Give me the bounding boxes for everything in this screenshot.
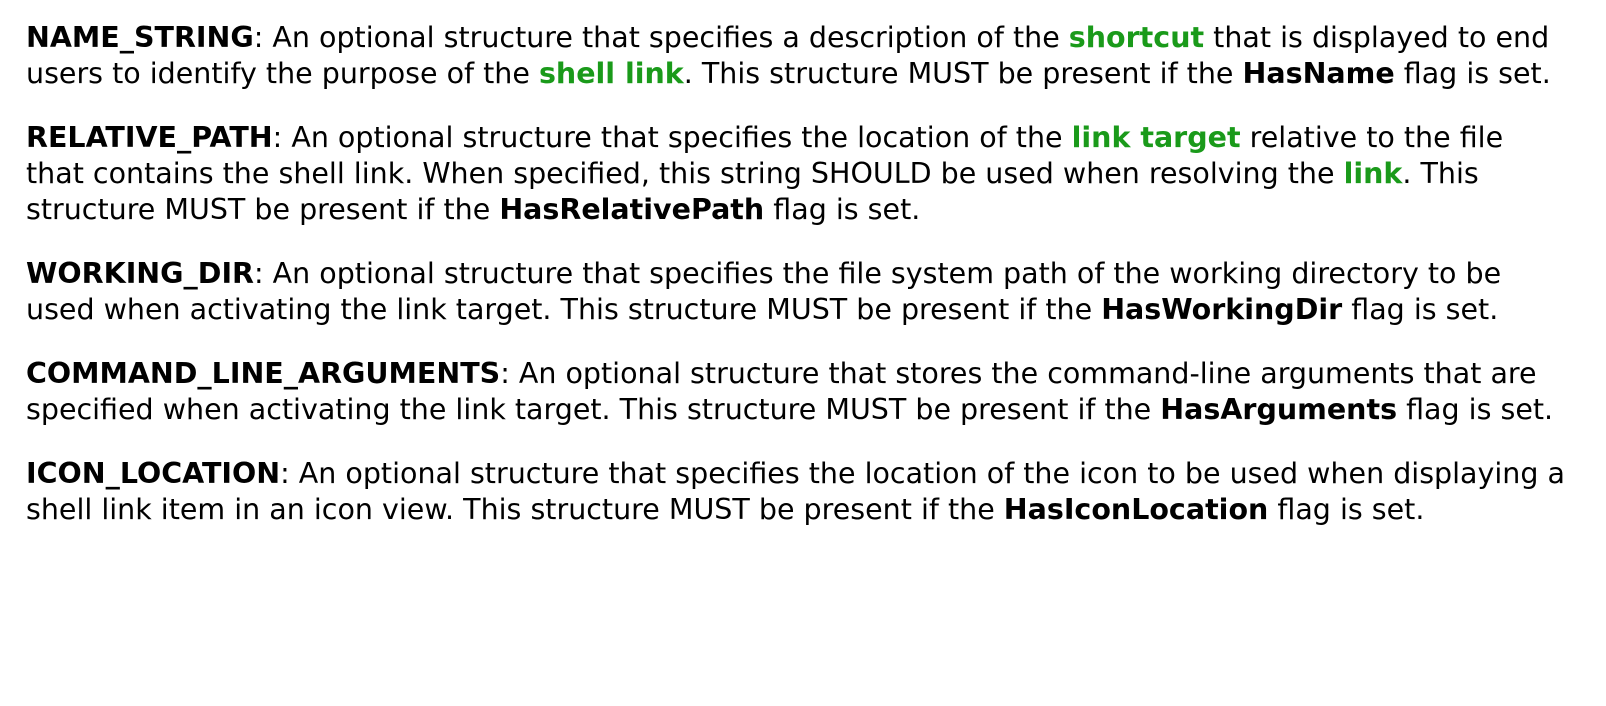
entry-text: : An optional structure that specifies the location of the icon to be used when displaying a shell link item in an icon view. This structure MUST be present if the: [26, 457, 1565, 526]
flag-has-name: HasName: [1242, 57, 1395, 90]
entry-text: flag is set.: [1397, 393, 1554, 426]
entry-text: . This structure MUST be present if the: [683, 57, 1243, 90]
entry-name-string: [26, 20, 1566, 92]
entry-command-line-arguments: [26, 356, 1566, 428]
link-shell-link[interactable]: shell link: [538, 57, 684, 90]
term-working-dir: WORKING_DIR: [26, 257, 254, 290]
entry-text: : An optional structure that specifies the file system path of the working directory to be used when activating the link target. This structure MUST be present if the: [26, 257, 1502, 326]
term-icon-location: ICON_LOCATION: [26, 457, 281, 490]
term-name-string: NAME_STRING: [26, 21, 254, 54]
flag-has-relative-path: HasRelativePath: [499, 193, 765, 226]
entry-text: that is displayed to end users to identify the purpose of the: [26, 21, 1550, 90]
entry-working-dir: [26, 256, 1566, 328]
term-command-line-arguments: COMMAND_LINE_ARGUMENTS: [26, 357, 501, 390]
flag-has-working-dir: HasWorkingDir: [1101, 293, 1343, 326]
entry-text: flag is set.: [1268, 493, 1425, 526]
flag-has-arguments: HasArguments: [1160, 393, 1398, 426]
link-link-target[interactable]: link target: [1071, 121, 1241, 154]
entry-text: flag is set.: [1394, 57, 1551, 90]
entry-text: : An optional structure that specifies the location of the: [272, 121, 1072, 154]
entry-text: . This structure MUST be present if the: [26, 157, 1479, 226]
entry-relative-path: [26, 120, 1566, 228]
link-link[interactable]: link: [1343, 157, 1403, 190]
link-shortcut[interactable]: shortcut: [1068, 21, 1205, 54]
entry-text: : An optional structure that specifies a description of the: [253, 21, 1069, 54]
entry-text: relative to the file that contains the shell link. When specified, this string SHOULD be used when resolving the: [26, 121, 1504, 190]
entry-icon-location: [26, 456, 1566, 528]
entry-text: flag is set.: [1342, 293, 1499, 326]
entry-text: flag is set.: [764, 193, 921, 226]
entry-text: : An optional structure that stores the command-line arguments that are specified when activating the link target. This structure MUST be present if the: [26, 357, 1537, 426]
flag-has-icon-location: HasIconLocation: [1003, 493, 1269, 526]
term-relative-path: RELATIVE_PATH: [26, 121, 273, 154]
